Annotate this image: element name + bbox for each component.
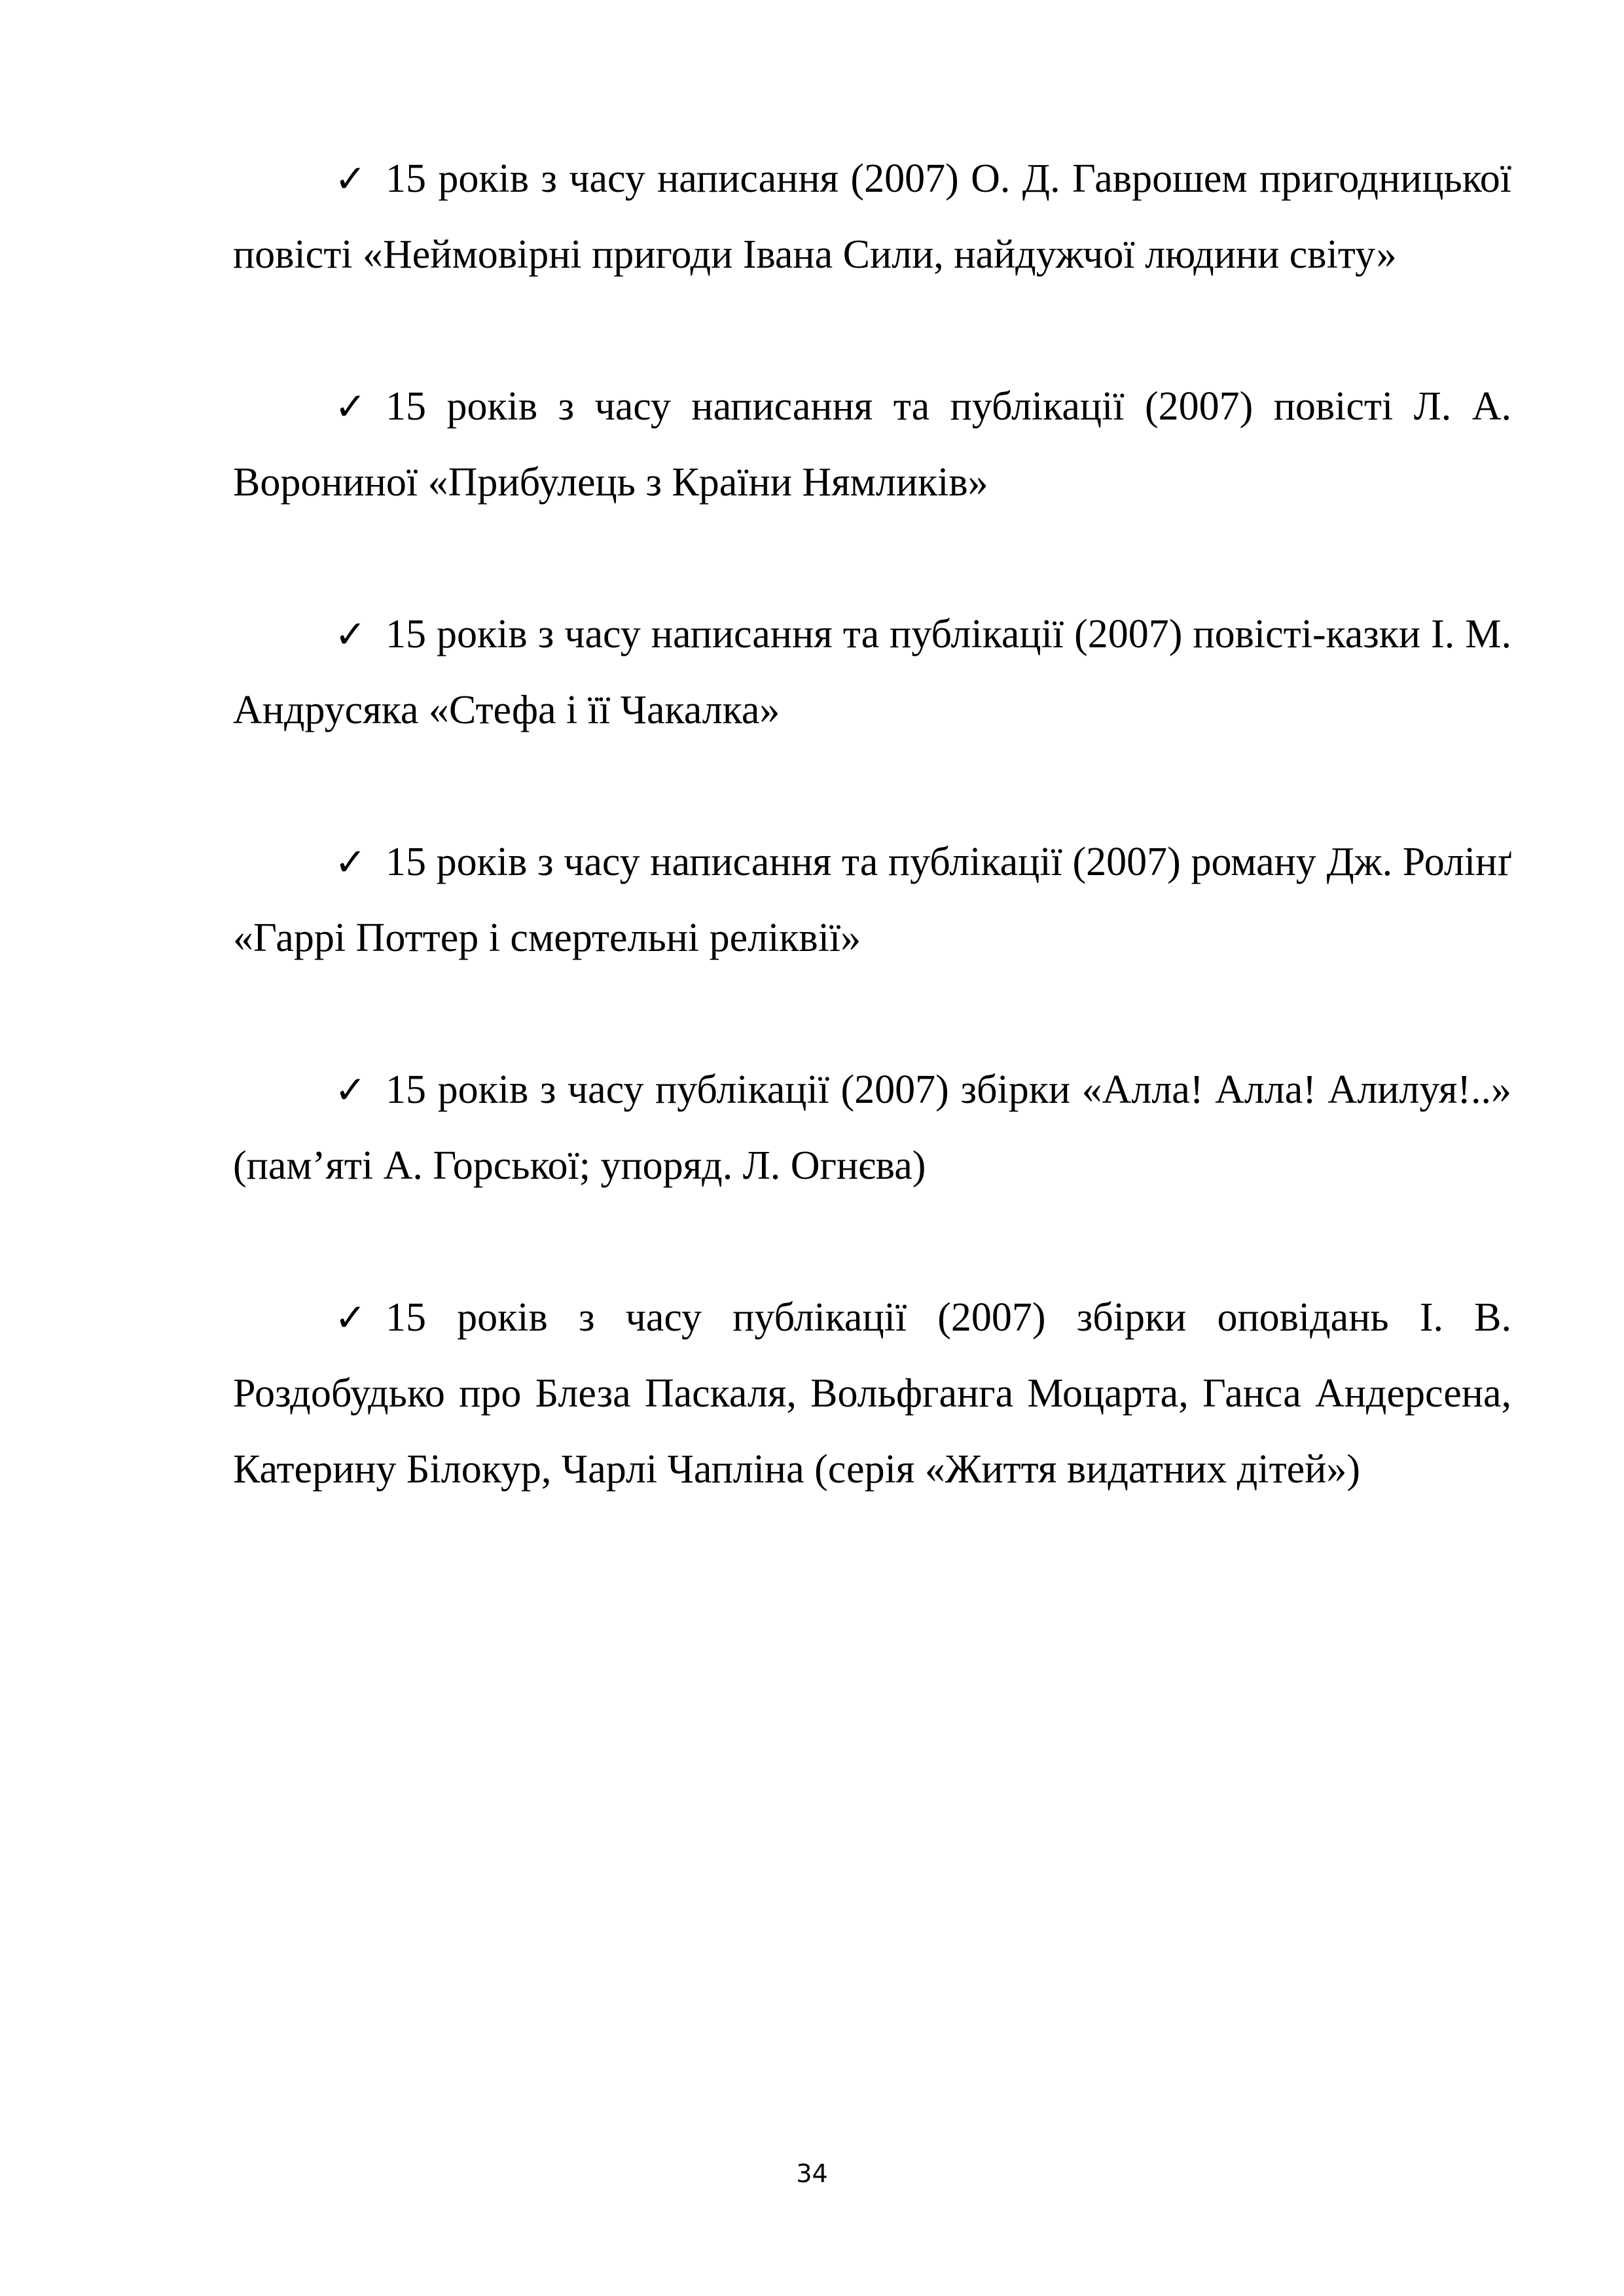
list-item-text: 15 років з часу публікації (2007) збірки «Алла! Алла! Алилуя!..» (пам’яті А. Горської; упоряд. Л. Огнєва) <box>233 1067 1511 1188</box>
document-page <box>233 141 1511 1507</box>
checkmark-icon: ✓ <box>334 612 367 656</box>
list-item <box>233 824 1511 976</box>
list-item <box>233 596 1511 748</box>
checkmark-icon: ✓ <box>334 1067 367 1112</box>
list-item <box>233 368 1511 520</box>
list-item-text: 15 років з часу написання та публікації (2007) повісті Л. А. Ворониної «Прибулець з Країни Нямликів» <box>233 384 1511 505</box>
list-item <box>233 1280 1511 1507</box>
checkmark-icon: ✓ <box>334 156 367 201</box>
checkmark-icon: ✓ <box>334 1295 367 1340</box>
list-item-text: 15 років з часу публікації (2007) збірки оповідань І. В. Роздобудько про Блеза Паскаля, Вольфганга Моцарта, Ганса Андерсена, Катерину Білокур, Чарлі Чапліна (серія «Життя видатних дітей») <box>233 1295 1511 1492</box>
page-number: 34 <box>796 2159 828 2188</box>
list-item <box>233 141 1511 293</box>
list-item-text: 15 років з часу написання та публікації (2007) роману Дж. Ролінґ «Гаррі Поттер і смертельні реліквії» <box>233 840 1511 960</box>
checkmark-icon: ✓ <box>334 840 367 884</box>
checkmark-icon: ✓ <box>334 384 367 429</box>
list-item <box>233 1052 1511 1204</box>
list-item-text: 15 років з часу написання (2007) О. Д. Гаврошем пригодницької повісті «Неймовірні пригоди Івана Сили, найдужчої людини світу» <box>233 156 1511 277</box>
list-item-text: 15 років з часу написання та публікації (2007) повісті-казки І. М. Андрусяка «Стефа і її Чакалка» <box>233 612 1511 732</box>
